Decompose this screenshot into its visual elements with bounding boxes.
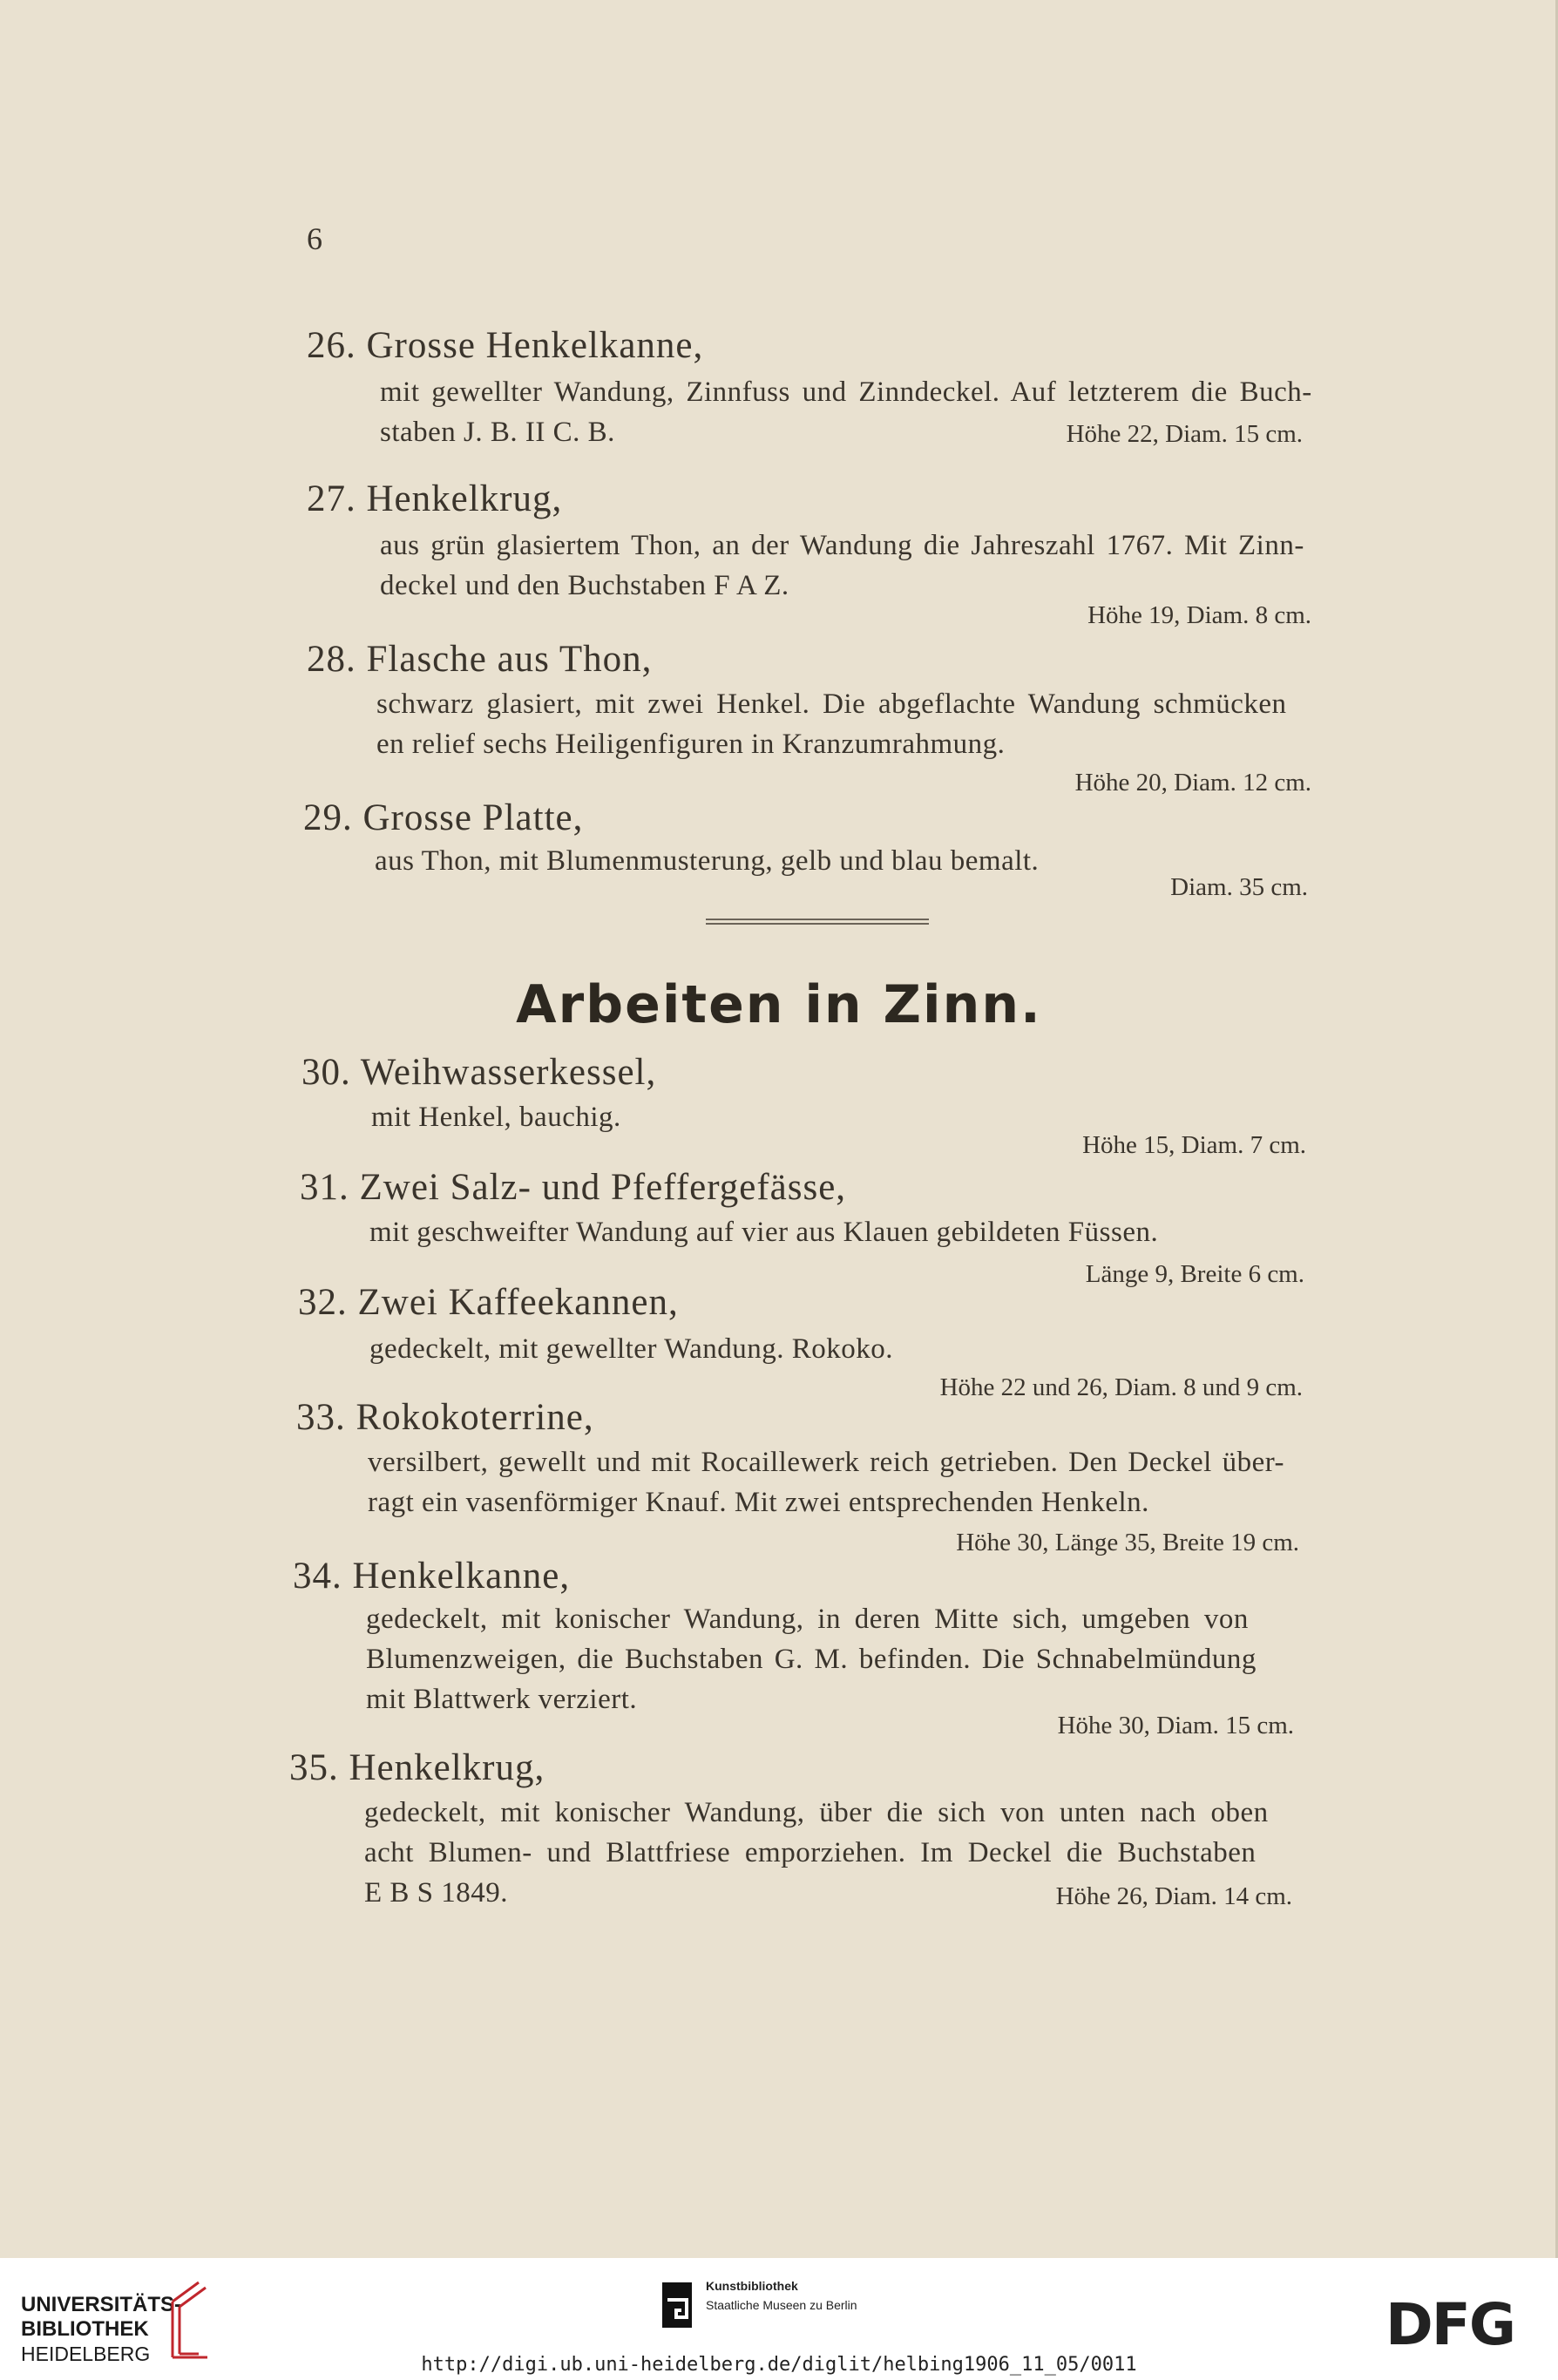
entry-title: 27. Henkelkrug, — [307, 478, 563, 519]
entry-text-line: Blumenzweigen, die Buchstaben G. M. befinden. Die Schnabelmündung — [366, 1644, 1257, 1675]
entry-text-line: deckel und den Buchstaben F A Z. — [380, 570, 789, 601]
entry-dimensions: Höhe 22 und 26, Diam. 8 und 9 cm. — [939, 1373, 1303, 1401]
entry-title: 29. Grosse Platte, — [303, 797, 584, 838]
entry-dimensions: Länge 9, Breite 6 cm. — [1085, 1260, 1304, 1288]
entry-text-line: aus grün glasiertem Thon, an der Wandung die Jahreszahl 1767. Mit Zinn- — [380, 530, 1304, 561]
entry-title: 34. Henkelkanne, — [293, 1556, 571, 1597]
entry-text-line: acht Blumen- und Blattfriese emporziehen. Im Deckel die Buchstaben — [364, 1837, 1257, 1868]
entry-text-line: E B S 1849. — [364, 1877, 509, 1909]
permalink-url[interactable]: http://digi.ub.uni-heidelberg.de/diglit/helbing1906_11_05/0011 — [421, 2354, 1137, 2376]
entry-title: 26. Grosse Henkelkanne, — [307, 325, 704, 366]
entry-title: 31. Zwei Salz- und Pfeffergefässe, — [300, 1167, 847, 1208]
entry-dimensions: Diam. 35 cm. — [1170, 873, 1308, 901]
entry-text-line: mit Blattwerk verziert. — [366, 1684, 638, 1715]
entry-dimensions: Höhe 19, Diam. 8 cm. — [1087, 601, 1311, 629]
footer — [0, 2258, 1558, 2380]
ub-heidelberg-mark-icon — [164, 2275, 213, 2363]
dfg-logo: DFG — [1385, 2291, 1515, 2358]
entry-dimensions: Höhe 26, Diam. 14 cm. — [1055, 1882, 1292, 1910]
entry-dimensions: Höhe 30, Diam. 15 cm. — [1057, 1712, 1294, 1739]
entry-text-line: staben J. B. II C. B. — [380, 417, 615, 448]
entry-text-line: gedeckelt, mit konischer Wandung, über die sich von unten nach oben — [364, 1797, 1269, 1828]
entry-text-line: schwarz glasiert, mit zwei Henkel. Die abgeflachte Wandung schmücken — [376, 688, 1287, 720]
entry-text-line: mit Henkel, bauchig. — [371, 1102, 621, 1133]
entry-title: 35. Henkelkrug, — [289, 1747, 545, 1788]
entry-title: 30. Weihwasserkessel, — [301, 1052, 657, 1093]
entry-dimensions: Höhe 30, Länge 35, Breite 19 cm. — [956, 1529, 1299, 1556]
entry-dimensions: Höhe 15, Diam. 7 cm. — [1082, 1131, 1306, 1159]
entry-dimensions: Höhe 20, Diam. 12 cm. — [1074, 769, 1311, 797]
kunstbibliothek-subtitle: Staatliche Museen zu Berlin — [706, 2298, 857, 2312]
entry-title: 33. Rokokoterrine, — [296, 1397, 594, 1438]
ub-logo-line: HEIDELBERG — [21, 2343, 151, 2365]
entry-text-line: en relief sechs Heiligenfiguren in Kranzumrahmung. — [376, 729, 1006, 760]
entry-text-line: ragt ein vasenförmiger Knauf. Mit zwei entsprechenden Henkeln. — [368, 1487, 1149, 1518]
section-heading: Arbeiten in Zinn. — [516, 974, 1042, 1035]
section-divider — [706, 919, 929, 927]
entry-text-line: versilbert, gewellt und mit Rocaillewerk reich getrieben. Den Deckel über- — [368, 1447, 1285, 1478]
kunstbibliothek-mark-icon — [662, 2282, 692, 2328]
entry-title: 28. Flasche aus Thon, — [307, 639, 653, 680]
entry-text-line: mit geschweifter Wandung auf vier aus Klauen gebildeten Füssen. — [369, 1217, 1159, 1248]
ub-logo-line: UNIVERSITÄTS- — [21, 2293, 182, 2316]
entry-text-line: gedeckelt, mit konischer Wandung, in deren Mitte sich, umgeben von — [366, 1604, 1249, 1635]
entry-dimensions: Höhe 22, Diam. 15 cm. — [1066, 420, 1303, 448]
ub-logo-line: BIBLIOTHEK — [21, 2317, 149, 2341]
entry-text-line: aus Thon, mit Blumenmusterung, gelb und blau bemalt. — [375, 845, 1040, 877]
page-number: 6 — [307, 221, 322, 256]
entry-title: 32. Zwei Kaffeekannen, — [298, 1282, 679, 1323]
entry-text-line: mit gewellter Wandung, Zinnfuss und Zinndeckel. Auf letzterem die Buch- — [380, 376, 1312, 408]
entry-text-line: gedeckelt, mit gewellter Wandung. Rokoko. — [369, 1333, 894, 1365]
kunstbibliothek-name: Kunstbibliothek — [706, 2279, 798, 2293]
